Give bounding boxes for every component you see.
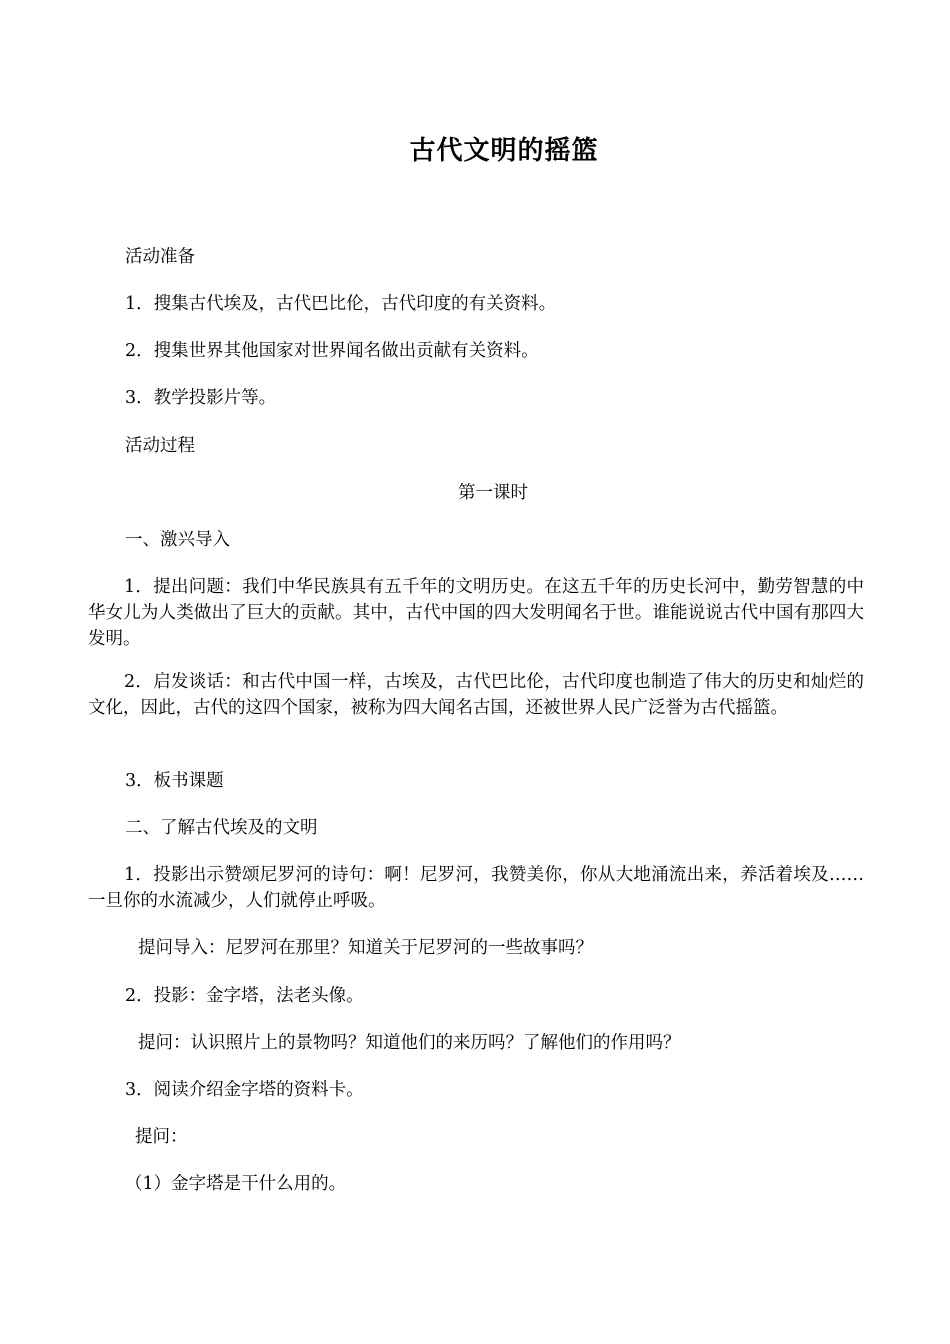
section2-heading: 二、了解古代埃及的文明: [125, 818, 318, 838]
section1-paragraph-1: 1．提出问题：我们中华民族具有五千年的文明历史。在这五千年的历史长河中，勤劳智慧的中华女儿为人类做出了巨大的贡献。其中，古代中国的四大发明闻名于世。谁能说说古代中国有那四大发明。: [88, 577, 864, 649]
prep-item-2: 2．搜集世界其他国家对世界闻名做出贡献有关资料。: [125, 341, 539, 361]
section2-question-2: 提问：认识照片上的景物吗？知道他们的来历吗？了解他们的作用吗？: [138, 1033, 681, 1053]
section2-paragraph-1: 1．投影出示赞颂尼罗河的诗句：啊！尼罗河，我赞美你，你从大地涌流出来，养活着埃及……一旦你的水流减少，人们就停止呼吸。: [88, 865, 864, 911]
section2-ask-label: 提问：: [135, 1127, 188, 1147]
lesson-title: 第一课时: [458, 483, 528, 503]
document-title: 古代文明的摇篮: [409, 136, 599, 166]
section2-item-3: 3．阅读介绍金字塔的资料卡。: [125, 1080, 364, 1100]
section1-paragraph-3: 3．板书课题: [125, 771, 224, 791]
section1-heading: 一、激兴导入: [125, 530, 230, 550]
heading-activity-process: 活动过程: [125, 436, 195, 456]
prep-item-3: 3．教学投影片等。: [125, 388, 277, 408]
heading-activity-prep: 活动准备: [125, 247, 195, 267]
section1-paragraph-2: 2．启发谈话：和古代中国一样，古埃及，古代巴比伦，古代印度也制造了伟大的历史和灿烂的文化，因此，古代的这四个国家，被称为四大闻名古国，还被世界人民广泛誉为古代摇篮。: [88, 672, 864, 718]
section2-item-2: 2．投影：金字塔，法老头像。: [125, 986, 364, 1006]
section2-question-1: 提问导入：尼罗河在那里？知道关于尼罗河的一些故事吗？: [138, 938, 593, 958]
section2-sub-question-1: （1）金字塔是干什么用的。: [125, 1174, 347, 1194]
prep-item-1: 1．搜集古代埃及，古代巴比伦，古代印度的有关资料。: [125, 294, 557, 314]
